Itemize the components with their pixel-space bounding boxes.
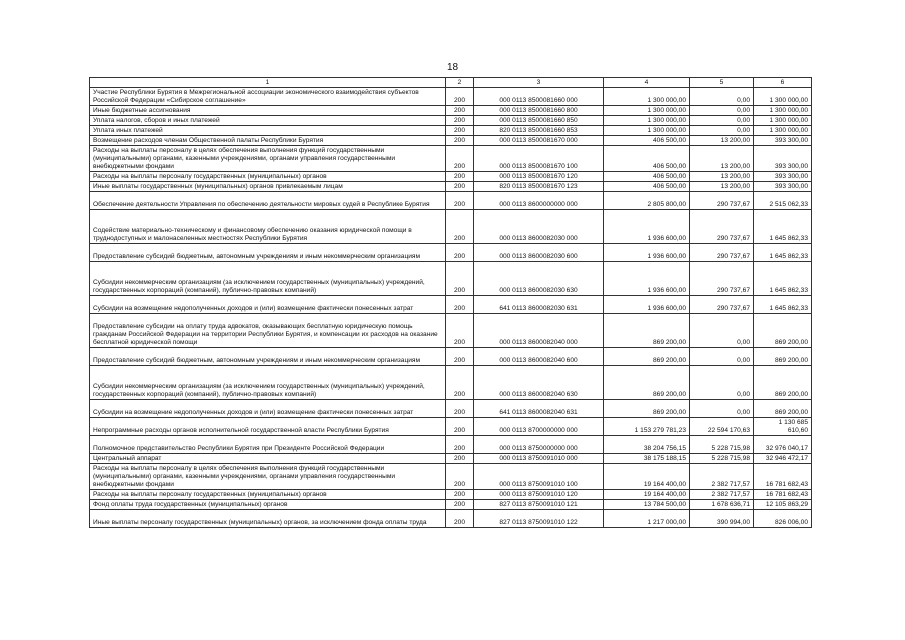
row-approved-cell: 869 200,00 bbox=[604, 366, 690, 400]
row-budget-code-cell: 000 0113 8600000000 000 bbox=[474, 192, 604, 210]
row-name-cell: Центральный аппарат bbox=[90, 454, 446, 464]
row-remaining-cell: 1 645 862,33 bbox=[754, 262, 812, 296]
row-budget-code-cell: 000 0113 8750091010 120 bbox=[474, 490, 604, 500]
column-header: 6 bbox=[754, 78, 812, 88]
row-executed-cell: 2 382 717,57 bbox=[690, 464, 754, 490]
table-row bbox=[90, 126, 812, 136]
row-executed-cell: 0,00 bbox=[690, 88, 754, 106]
row-executed-cell: 290 737,67 bbox=[690, 210, 754, 244]
row-approved-cell: 1 300 000,00 bbox=[604, 126, 690, 136]
row-approved-cell: 1 300 000,00 bbox=[604, 106, 690, 116]
row-remaining-cell: 1 300 000,00 bbox=[754, 88, 812, 106]
row-name-cell: Участие Республики Бурятия в Межрегиональной ассоциации экономического взаимодействия субъектов Российской Федерации «Сибирское соглашение» bbox=[90, 88, 446, 106]
row-executed-cell: 290 737,67 bbox=[690, 296, 754, 314]
row-executed-cell: 1 678 636,71 bbox=[690, 500, 754, 510]
column-header: 1 bbox=[90, 78, 446, 88]
row-remaining-cell: 393 300,00 bbox=[754, 182, 812, 192]
row-budget-code-cell: 000 0113 8600082030 630 bbox=[474, 262, 604, 296]
row-line-code-cell: 200 bbox=[446, 500, 474, 510]
row-line-code-cell: 200 bbox=[446, 106, 474, 116]
row-remaining-cell: 32 946 472,17 bbox=[754, 454, 812, 464]
row-executed-cell: 22 594 170,63 bbox=[690, 418, 754, 436]
table-row bbox=[90, 146, 812, 172]
row-approved-cell: 1 217 000,00 bbox=[604, 510, 690, 528]
row-line-code-cell: 200 bbox=[446, 244, 474, 262]
row-budget-code-cell: 827 0113 8750091010 122 bbox=[474, 510, 604, 528]
row-approved-cell: 19 164 400,00 bbox=[604, 464, 690, 490]
row-approved-cell: 38 175 188,15 bbox=[604, 454, 690, 464]
row-approved-cell: 406 500,00 bbox=[604, 172, 690, 182]
row-name-cell: Предоставление субсидий бюджетным, автономным учреждениям и иным некоммерческим организациям bbox=[90, 348, 446, 366]
row-line-code-cell: 200 bbox=[446, 454, 474, 464]
row-remaining-cell: 12 105 863,29 bbox=[754, 500, 812, 510]
row-line-code-cell: 200 bbox=[446, 126, 474, 136]
row-budget-code-cell: 000 0113 8500081670 100 bbox=[474, 146, 604, 172]
row-name-cell: Субсидии на возмещение недополученных доходов и (или) возмещение фактически понесенных затрат bbox=[90, 400, 446, 418]
row-line-code-cell: 200 bbox=[446, 314, 474, 348]
table-row bbox=[90, 366, 812, 400]
row-budget-code-cell: 000 0113 8500081670 000 bbox=[474, 136, 604, 146]
row-line-code-cell: 200 bbox=[446, 88, 474, 106]
row-name-cell: Иные бюджетные ассигнования bbox=[90, 106, 446, 116]
row-line-code-cell: 200 bbox=[446, 182, 474, 192]
row-line-code-cell: 200 bbox=[446, 490, 474, 500]
row-executed-cell: 5 228 715,98 bbox=[690, 436, 754, 454]
row-remaining-cell: 1 130 685 610,60 bbox=[754, 418, 812, 436]
row-executed-cell: 13 200,00 bbox=[690, 146, 754, 172]
row-name-cell: Содействие материально-техническому и финансовому обеспечению оказания юридической помощи в труднодоступных и малонаселенных местностях Республики Бурятия bbox=[90, 210, 446, 244]
row-remaining-cell: 393 300,00 bbox=[754, 146, 812, 172]
row-remaining-cell: 826 006,00 bbox=[754, 510, 812, 528]
budget-table bbox=[89, 77, 812, 528]
table-row bbox=[90, 192, 812, 210]
column-header: 4 bbox=[604, 78, 690, 88]
table-row bbox=[90, 106, 812, 116]
row-executed-cell: 0,00 bbox=[690, 400, 754, 418]
row-executed-cell: 0,00 bbox=[690, 116, 754, 126]
table-row bbox=[90, 296, 812, 314]
row-executed-cell: 0,00 bbox=[690, 348, 754, 366]
row-executed-cell: 0,00 bbox=[690, 106, 754, 116]
row-budget-code-cell: 000 0113 8750091010 100 bbox=[474, 464, 604, 490]
row-executed-cell: 390 994,00 bbox=[690, 510, 754, 528]
table-row bbox=[90, 262, 812, 296]
table-row bbox=[90, 464, 812, 490]
row-approved-cell: 1 936 600,00 bbox=[604, 262, 690, 296]
row-remaining-cell: 869 200,00 bbox=[754, 348, 812, 366]
row-executed-cell: 0,00 bbox=[690, 366, 754, 400]
row-budget-code-cell: 000 0113 8500081670 120 bbox=[474, 172, 604, 182]
row-budget-code-cell: 000 0113 8500081660 000 bbox=[474, 88, 604, 106]
table-row bbox=[90, 210, 812, 244]
row-approved-cell: 13 784 500,00 bbox=[604, 500, 690, 510]
row-executed-cell: 290 737,67 bbox=[690, 192, 754, 210]
row-line-code-cell: 200 bbox=[446, 418, 474, 436]
row-line-code-cell: 200 bbox=[446, 116, 474, 126]
table-row bbox=[90, 314, 812, 348]
row-remaining-cell: 16 781 682,43 bbox=[754, 490, 812, 500]
table-row bbox=[90, 454, 812, 464]
row-remaining-cell: 32 976 040,17 bbox=[754, 436, 812, 454]
row-approved-cell: 1 936 600,00 bbox=[604, 210, 690, 244]
table-row bbox=[90, 348, 812, 366]
row-remaining-cell: 1 645 862,33 bbox=[754, 296, 812, 314]
row-budget-code-cell: 641 0113 8600082030 631 bbox=[474, 296, 604, 314]
row-budget-code-cell: 000 0113 8600082030 600 bbox=[474, 244, 604, 262]
column-header: 3 bbox=[474, 78, 604, 88]
row-line-code-cell: 200 bbox=[446, 436, 474, 454]
row-name-cell: Расходы на выплаты персоналу государственных (муниципальных) органов bbox=[90, 172, 446, 182]
row-name-cell: Уплата иных платежей bbox=[90, 126, 446, 136]
row-budget-code-cell: 000 0113 8750091010 000 bbox=[474, 454, 604, 464]
row-budget-code-cell: 000 0113 8750000000 000 bbox=[474, 436, 604, 454]
row-budget-code-cell: 000 0113 8600082040 630 bbox=[474, 366, 604, 400]
row-remaining-cell: 1 645 862,33 bbox=[754, 210, 812, 244]
row-executed-cell: 290 737,67 bbox=[690, 244, 754, 262]
row-name-cell: Субсидии на возмещение недополученных доходов и (или) возмещение фактически понесенных затрат bbox=[90, 296, 446, 314]
table-row bbox=[90, 490, 812, 500]
row-name-cell: Обеспечение деятельности Управления по обеспечению деятельности мировых судей в Республике Бурятия bbox=[90, 192, 446, 210]
row-budget-code-cell: 820 0113 8500081660 853 bbox=[474, 126, 604, 136]
table-row bbox=[90, 116, 812, 126]
row-executed-cell: 0,00 bbox=[690, 126, 754, 136]
row-name-cell: Полномочное представительство Республики Бурятия при Президенте Российской Федерации bbox=[90, 436, 446, 454]
row-budget-code-cell: 000 0113 8600082040 600 bbox=[474, 348, 604, 366]
row-budget-code-cell: 000 0113 8500081660 800 bbox=[474, 106, 604, 116]
row-name-cell: Фонд оплаты труда государственных (муниципальных) органов bbox=[90, 500, 446, 510]
row-remaining-cell: 2 515 062,33 bbox=[754, 192, 812, 210]
table-row bbox=[90, 500, 812, 510]
row-budget-code-cell: 820 0113 8500081670 123 bbox=[474, 182, 604, 192]
row-name-cell: Непрограммные расходы органов исполнительной государственной власти Республики Бурятия bbox=[90, 418, 446, 436]
row-remaining-cell: 869 200,00 bbox=[754, 400, 812, 418]
row-approved-cell: 38 204 756,15 bbox=[604, 436, 690, 454]
row-approved-cell: 1 936 600,00 bbox=[604, 296, 690, 314]
row-approved-cell: 1 153 279 781,23 bbox=[604, 418, 690, 436]
page-number: 18 bbox=[446, 62, 459, 73]
row-line-code-cell: 200 bbox=[446, 172, 474, 182]
row-executed-cell: 0,00 bbox=[690, 314, 754, 348]
table-header-row bbox=[90, 78, 812, 88]
row-executed-cell: 290 737,67 bbox=[690, 262, 754, 296]
row-budget-code-cell: 000 0113 8700000000 000 bbox=[474, 418, 604, 436]
table-row bbox=[90, 88, 812, 106]
row-executed-cell: 13 200,00 bbox=[690, 182, 754, 192]
row-approved-cell: 1 936 600,00 bbox=[604, 244, 690, 262]
column-header: 2 bbox=[446, 78, 474, 88]
table-row bbox=[90, 400, 812, 418]
row-name-cell: Субсидии некоммерческим организациям (за исключением государственных (муниципальных) учреждений, государственных корпораций (компаний), публично-правовых компаний) bbox=[90, 262, 446, 296]
row-remaining-cell: 1 300 000,00 bbox=[754, 106, 812, 116]
row-approved-cell: 1 300 000,00 bbox=[604, 116, 690, 126]
row-budget-code-cell: 000 0113 8600082030 000 bbox=[474, 210, 604, 244]
row-approved-cell: 406 500,00 bbox=[604, 136, 690, 146]
row-remaining-cell: 16 781 682,43 bbox=[754, 464, 812, 490]
row-line-code-cell: 200 bbox=[446, 136, 474, 146]
row-approved-cell: 406 500,00 bbox=[604, 146, 690, 172]
row-name-cell: Расходы на выплаты персоналу государственных (муниципальных) органов bbox=[90, 490, 446, 500]
row-approved-cell: 869 200,00 bbox=[604, 314, 690, 348]
table-row bbox=[90, 182, 812, 192]
row-executed-cell: 2 382 717,57 bbox=[690, 490, 754, 500]
table-row bbox=[90, 436, 812, 454]
row-name-cell: Уплата налогов, сборов и иных платежей bbox=[90, 116, 446, 126]
row-name-cell: Субсидии некоммерческим организациям (за исключением государственных (муниципальных) учреждений, государственных корпораций (компаний), публично-правовых компаний) bbox=[90, 366, 446, 400]
row-name-cell: Расходы на выплаты персоналу в целях обеспечения выполнения функций государственными (муниципальными) органами, казенными учреждениями, органами управления государственными внебюджетными фондами bbox=[90, 464, 446, 490]
row-budget-code-cell: 641 0113 8600082040 631 bbox=[474, 400, 604, 418]
row-remaining-cell: 1 300 000,00 bbox=[754, 116, 812, 126]
row-line-code-cell: 200 bbox=[446, 464, 474, 490]
table-row bbox=[90, 510, 812, 528]
table-row bbox=[90, 136, 812, 146]
row-approved-cell: 406 500,00 bbox=[604, 182, 690, 192]
row-line-code-cell: 200 bbox=[446, 262, 474, 296]
row-remaining-cell: 1 645 862,33 bbox=[754, 244, 812, 262]
table-row bbox=[90, 172, 812, 182]
row-budget-code-cell: 000 0113 8500081660 850 bbox=[474, 116, 604, 126]
row-line-code-cell: 200 bbox=[446, 348, 474, 366]
row-approved-cell: 869 200,00 bbox=[604, 400, 690, 418]
row-remaining-cell: 393 300,00 bbox=[754, 136, 812, 146]
row-budget-code-cell: 827 0113 8750091010 121 bbox=[474, 500, 604, 510]
row-name-cell: Иные выплаты персоналу государственных (муниципальных) органов, за исключением фонда оплаты труда bbox=[90, 510, 446, 528]
row-remaining-cell: 869 200,00 bbox=[754, 366, 812, 400]
table-row bbox=[90, 244, 812, 262]
row-line-code-cell: 200 bbox=[446, 366, 474, 400]
row-name-cell: Предоставление субсидий бюджетным, автономным учреждениям и иным некоммерческим организациям bbox=[90, 244, 446, 262]
row-approved-cell: 869 200,00 bbox=[604, 348, 690, 366]
row-executed-cell: 13 200,00 bbox=[690, 172, 754, 182]
row-remaining-cell: 393 300,00 bbox=[754, 172, 812, 182]
row-approved-cell: 2 805 800,00 bbox=[604, 192, 690, 210]
row-remaining-cell: 1 300 000,00 bbox=[754, 126, 812, 136]
row-executed-cell: 5 228 715,98 bbox=[690, 454, 754, 464]
row-name-cell: Иные выплаты государственных (муниципальных) органов привлекаемым лицам bbox=[90, 182, 446, 192]
row-approved-cell: 1 300 000,00 bbox=[604, 88, 690, 106]
column-header: 5 bbox=[690, 78, 754, 88]
row-line-code-cell: 200 bbox=[446, 210, 474, 244]
row-executed-cell: 13 200,00 bbox=[690, 136, 754, 146]
row-approved-cell: 19 164 400,00 bbox=[604, 490, 690, 500]
row-line-code-cell: 200 bbox=[446, 510, 474, 528]
table-row bbox=[90, 418, 812, 436]
row-remaining-cell: 869 200,00 bbox=[754, 314, 812, 348]
row-name-cell: Возмещение расходов членам Общественной палаты Республики Бурятия bbox=[90, 136, 446, 146]
row-budget-code-cell: 000 0113 8600082040 000 bbox=[474, 314, 604, 348]
row-line-code-cell: 200 bbox=[446, 192, 474, 210]
row-line-code-cell: 200 bbox=[446, 296, 474, 314]
row-name-cell: Предоставление субсидии на оплату труда адвокатов, оказывающих бесплатную юридическую помощь гражданам Российской Федерации на территории Республики Бурятия, и компенсации их расходов на оказание бесплатной юридической помощи bbox=[90, 314, 446, 348]
row-line-code-cell: 200 bbox=[446, 400, 474, 418]
row-name-cell: Расходы на выплаты персоналу в целях обеспечения выполнения функций государственными (муниципальными) органами, казенными учреждениями, органами управления государственными внебюджетными фондами bbox=[90, 146, 446, 172]
row-line-code-cell: 200 bbox=[446, 146, 474, 172]
